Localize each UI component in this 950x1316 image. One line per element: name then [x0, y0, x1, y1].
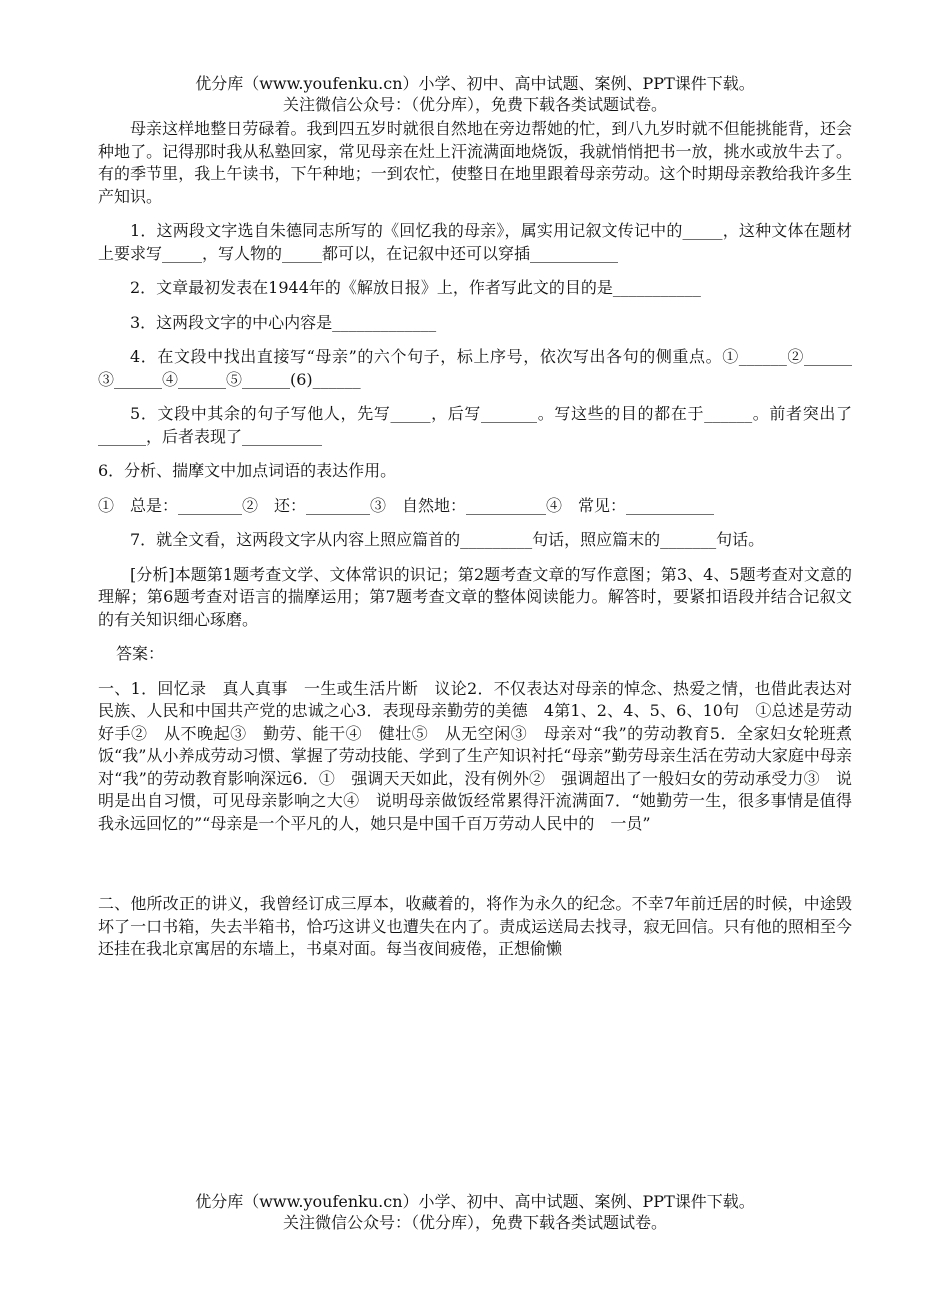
page-header — [0, 73, 950, 115]
answer-text: 一、1．回忆录 真人真事 一生或生活片断 议论2．不仅表达对母亲的悼念、热爱之情，也借此表达对民族、人民和中国共产党的忠诚之心3．表现母亲勤劳的美德 4第1、2、4、5、6、10句 ①总述是劳动好手② 从不晚起③ 勤劳、能干④ 健壮⑤ 从无空闲③ 母亲对“我”的劳动教育5．全家妇女轮班煮饭“我”从小养成劳动习惯、掌握了劳动技能、学到了生产知识衬托“母亲”勤劳母亲生活在劳动大家庭中母亲对“我”的劳动教育影响深远6．① 强调天天如此，没有例外② 强调超出了一般妇女的劳动承受力③ 说明是出自习惯，可见母亲影响之大④ 说明母亲做饭经常累得汗流满面7．“她勤劳一生，很多事情是值得我永远回忆的”“母亲是一个平凡的人，她只是中国千百万劳动人民中的 一员” — [98, 678, 852, 833]
question-7: 7．就全文看，这两段文字从内容上照应篇首的_________句话，照应篇末的_______句话。 — [130, 530, 765, 549]
passage-paragraph: 母亲这样地整日劳碌着。我到四五岁时就很自然地在旁边帮她的忙，到八九岁时就不但能挑能背，还会种地了。记得那时我从私塾回家，常见母亲在灶上汗流满面地烧饭，我就悄悄把书一放，挑水或放牛去了。有的季节里，我上午读书，下午种地；一到农忙，使整日在地里跟着母亲劳动。这个时期母亲教给我许多生产知识。 — [98, 119, 852, 206]
question-2: 2．文章最初发表在1944年的《解放日报》上，作者写此文的目的是___________ — [130, 278, 701, 297]
footer-line-2: 关注微信公众号：（优分库），免费下载各类试题试卷。 — [282, 1213, 667, 1232]
question-4: 4．在文段中找出直接写“母亲”的六个句子，标上序号，依次写出各句的侧重点。①______②______ ③______④______⑤______(6)______ — [98, 347, 852, 389]
answer-label: 答案： — [116, 644, 165, 663]
header-line-1: 优分库（www.youfenku.cn）小学、初中、高中试题、案例、PPT课件下载。 — [195, 74, 755, 93]
header-line-2: 关注微信公众号：（优分库），免费下载各类试题试卷。 — [282, 95, 667, 114]
analysis-paragraph: [分析]本题第1题考查文学、文体常识的识记；第2题考查文章的写作意图；第3、4、5题考查对文意的理解；第6题考查对语言的揣摩运用；第7题考查文章的整体阅读能力。解答时，要紧扣语段并结合记叙文的有关知识细心琢磨。 — [98, 564, 852, 629]
question-3: 3．这两段文字的中心内容是_____________ — [130, 312, 437, 332]
page-footer — [0, 1191, 950, 1233]
footer-line-1: 优分库（www.youfenku.cn）小学、初中、高中试题、案例、PPT课件下载。 — [195, 1192, 755, 1211]
question-5: 5．文段中其余的句子写他人，先写_____，后写_______。写这些的目的都在于______。前者突出了______，后者表现了__________ — [98, 404, 852, 446]
section-2-paragraph: 二、他所改正的讲义，我曾经订成三厚本，收藏着的，将作为永久的纪念。不幸7年前迁居的时候，中途毁坏了一口书箱，失去半箱书，恰巧这讲义也遭失在内了。责成运送局去找寻，寂无回信。只有他的照相至今还挂在我北京寓居的东墙上，书桌对面。每当夜间疲倦，正想偷懒 — [98, 894, 852, 958]
question-6: 6．分析、揣摩文中加点词语的表达作用。 — [98, 461, 397, 480]
question-1: 1．这两段文字选自朱德同志所写的《回忆我的母亲》，属实用记叙文传记中的_____，这种文体在题材上要求写_____，写人物的_____都可以，在记叙中还可以穿插___________ — [98, 221, 852, 263]
document-body — [98, 118, 852, 961]
question-6-items: ① 总是：________② 还：________③ 自然地：__________④ 常见：___________ — [98, 495, 715, 515]
